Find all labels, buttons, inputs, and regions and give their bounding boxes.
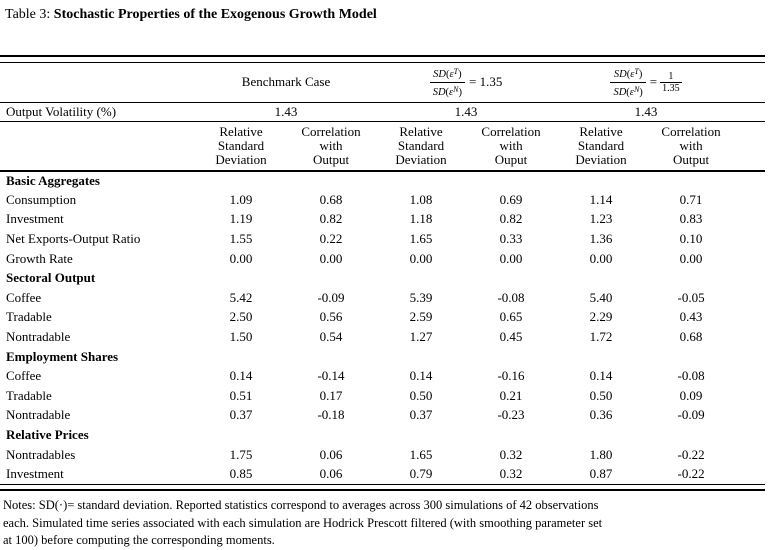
value-cell: 0.45 xyxy=(499,329,523,345)
column-header-line: Deviation xyxy=(215,151,267,167)
row-label: Tradable xyxy=(6,309,52,325)
spacer-cell xyxy=(736,464,765,484)
value-cell: 0.50 xyxy=(589,387,613,403)
column-header-line: Correlation xyxy=(481,123,541,139)
value-cell: 0.68 xyxy=(319,191,343,207)
column-header-line: Output xyxy=(672,151,710,167)
spacer-cell xyxy=(736,308,765,328)
spacer-cell xyxy=(736,63,765,102)
column-header-4 xyxy=(556,121,646,171)
value-cell: -0.08 xyxy=(677,368,705,384)
notes-line: each. Simulated time series associated with each simulation are Hodrick Prescott filtered (with smoothing parameter set xyxy=(3,515,603,530)
superscript-T: T xyxy=(634,66,639,76)
column-header-line: Output xyxy=(312,151,350,167)
small-fraction-denominator: 1.35 xyxy=(662,82,680,94)
value-cell: -0.09 xyxy=(317,289,345,305)
value-cell: 0.00 xyxy=(499,250,523,266)
table-row xyxy=(0,406,765,426)
spacer-cell xyxy=(736,121,765,171)
sd-ratio-inverse-header xyxy=(556,63,736,102)
fraction-numerator xyxy=(430,66,465,83)
table-row xyxy=(0,445,765,465)
stochastic-properties-table xyxy=(0,63,765,484)
spacer-cell xyxy=(736,288,765,308)
value-cell: 1.43 xyxy=(556,102,736,121)
value-cell: -0.16 xyxy=(497,368,525,384)
value-cell: 1.23 xyxy=(589,211,613,227)
value-cell: 2.50 xyxy=(229,309,253,325)
value-cell: 1.55 xyxy=(229,231,253,247)
table-row xyxy=(0,288,765,308)
value-cell: 1.27 xyxy=(409,329,433,345)
value-cell: 5.42 xyxy=(229,289,253,305)
column-header-line: Ouput xyxy=(494,151,528,167)
spacer-cell xyxy=(736,366,765,386)
value-cell: 0.06 xyxy=(319,466,343,482)
value-cell: 0.43 xyxy=(679,309,703,325)
lparen: ( xyxy=(626,86,630,98)
column-header-line: Standard xyxy=(397,137,445,153)
value-cell: 1.65 xyxy=(409,231,433,247)
row-label: Tradable xyxy=(6,387,52,403)
spacer-cell xyxy=(736,210,765,230)
column-header-line: with xyxy=(499,137,523,153)
column-header-line: Standard xyxy=(217,137,265,153)
column-header-line: Relative xyxy=(579,123,623,139)
column-header-line: Relative xyxy=(219,123,263,139)
value-cell: 1.75 xyxy=(229,446,253,462)
value-cell: 0.65 xyxy=(499,309,523,325)
row-label: Nontradable xyxy=(6,407,71,423)
spacer-cell xyxy=(736,249,765,269)
value-cell: 0.00 xyxy=(319,250,343,266)
column-header-5 xyxy=(646,121,736,171)
column-header-2 xyxy=(376,121,466,171)
table-body xyxy=(0,171,765,485)
epsilon-symbol: ε xyxy=(449,68,454,80)
sd-symbol: SD xyxy=(432,86,446,98)
value-cell: 0.14 xyxy=(589,368,613,384)
value-cell: 0.87 xyxy=(589,466,613,482)
value-cell: 0.00 xyxy=(229,250,253,266)
equals-sign: = xyxy=(649,74,658,90)
column-header-line: Deviation xyxy=(575,151,627,167)
notes-line: at 100) before computing the corresponding moments. xyxy=(3,533,275,547)
table-row xyxy=(0,327,765,347)
value-cell: 0.00 xyxy=(409,250,433,266)
row-label: Nontradables xyxy=(6,446,76,462)
lparen: ( xyxy=(445,68,450,80)
section-title: Employment Shares xyxy=(6,348,119,364)
value-cell: 1.36 xyxy=(589,231,613,247)
value-cell: 0.00 xyxy=(679,250,703,266)
epsilon-symbol: ε xyxy=(630,68,635,80)
column-header-line: Standard xyxy=(577,137,625,153)
row-label: Growth Rate xyxy=(6,250,73,266)
empty-corner-cell xyxy=(0,63,196,102)
column-header-line: Correlation xyxy=(661,123,721,139)
table-row xyxy=(0,249,765,269)
fraction-denominator xyxy=(430,83,465,99)
superscript-T: T xyxy=(453,66,459,76)
sd-ratio-fraction xyxy=(610,66,645,99)
fraction-denominator xyxy=(610,83,645,99)
epsilon-symbol: ε xyxy=(629,86,634,98)
table-row xyxy=(0,210,765,230)
value-cell: 5.39 xyxy=(409,289,433,305)
value-cell: 0.68 xyxy=(679,329,703,345)
superscript-N: N xyxy=(453,84,459,94)
column-header-line: Deviation xyxy=(395,151,447,167)
spacer-cell xyxy=(736,102,765,121)
value-cell: 1.08 xyxy=(409,191,433,207)
section-header-row xyxy=(0,268,765,288)
fraction-numerator xyxy=(610,66,645,83)
rparen: ) xyxy=(639,86,643,98)
equals-value: = 1.35 xyxy=(469,74,503,90)
value-cell: 1.18 xyxy=(409,211,433,227)
value-cell: 0.14 xyxy=(229,368,253,384)
value-cell: -0.22 xyxy=(677,466,705,482)
value-cell: 0.36 xyxy=(589,407,613,423)
spacer-cell xyxy=(736,229,765,249)
empty-cell xyxy=(0,121,196,171)
value-cell: -0.14 xyxy=(317,368,345,384)
value-cell: 1.14 xyxy=(589,191,613,207)
table-caption-title: Stochastic Properties of the Exogenous Growth Model xyxy=(53,7,377,22)
section-header-row xyxy=(0,347,765,367)
value-cell: 2.29 xyxy=(589,309,613,325)
row-label: Output Volatility (%) xyxy=(0,102,196,121)
benchmark-case-header: Benchmark Case xyxy=(196,63,376,102)
section-header-row xyxy=(0,425,765,445)
value-cell: 0.82 xyxy=(319,211,343,227)
value-cell: 0.32 xyxy=(499,446,523,462)
value-cell: 0.37 xyxy=(229,407,253,423)
value-cell: 1.19 xyxy=(229,211,253,227)
value-cell: 1.09 xyxy=(229,191,253,207)
value-cell: 1.43 xyxy=(376,102,556,121)
value-cell: 1.50 xyxy=(229,329,253,345)
sd-symbol: SD xyxy=(613,86,627,98)
one-over-135-fraction xyxy=(660,71,682,94)
column-header-1 xyxy=(286,121,376,171)
column-header-line: Relative xyxy=(399,123,443,139)
lparen: ( xyxy=(626,68,631,80)
value-cell: -0.09 xyxy=(677,407,705,423)
value-cell: 0.85 xyxy=(229,466,253,482)
table-bottom-rule xyxy=(0,484,765,491)
value-cell: 5.40 xyxy=(589,289,613,305)
output-volatility-row xyxy=(0,102,765,121)
value-cell: 0.69 xyxy=(499,191,523,207)
value-cell: 1.72 xyxy=(589,329,613,345)
value-cell: 0.37 xyxy=(409,407,433,423)
epsilon-symbol: ε xyxy=(449,86,454,98)
value-cell: 0.14 xyxy=(409,368,433,384)
table-row xyxy=(0,366,765,386)
superscript-N: N xyxy=(633,84,640,94)
value-cell: -0.23 xyxy=(497,407,525,423)
column-header-line: with xyxy=(679,137,703,153)
table-caption xyxy=(5,7,773,23)
value-cell: 0.00 xyxy=(589,250,613,266)
value-cell: 0.50 xyxy=(409,387,433,403)
rparen: ) xyxy=(458,86,463,98)
notes-line: Notes: SD(·)= standard deviation. Reported statistics correspond to averages across 300 simulations of 42 observations xyxy=(3,498,599,512)
sd-ratio-fraction xyxy=(430,66,465,99)
value-cell: 0.51 xyxy=(229,387,253,403)
table-row xyxy=(0,229,765,249)
value-cell: -0.22 xyxy=(677,446,705,462)
rparen: ) xyxy=(458,68,462,80)
value-cell: 0.79 xyxy=(409,466,433,482)
table-caption-prefix: Table 3: xyxy=(5,7,54,22)
value-cell: -0.18 xyxy=(317,407,345,423)
table-wrap xyxy=(0,55,765,491)
column-header-0 xyxy=(196,121,286,171)
value-cell: -0.08 xyxy=(497,289,525,305)
row-label: Coffee xyxy=(6,368,42,384)
table-row xyxy=(0,308,765,328)
value-cell: 0.56 xyxy=(319,309,343,325)
value-cell: 0.09 xyxy=(679,387,703,403)
value-cell: -0.05 xyxy=(677,289,705,305)
value-cell: 0.71 xyxy=(679,191,703,207)
page xyxy=(0,7,773,547)
row-label: Net Exports-Output Ratio xyxy=(6,231,141,247)
section-title: Relative Prices xyxy=(6,427,89,443)
sd-symbol: SD xyxy=(433,68,446,80)
rparen: ) xyxy=(638,68,643,80)
table-row xyxy=(0,386,765,406)
row-label: Investment xyxy=(6,211,64,227)
value-cell: 2.59 xyxy=(409,309,433,325)
value-cell: 0.21 xyxy=(499,387,523,403)
value-cell: 0.17 xyxy=(319,387,343,403)
row-label: Coffee xyxy=(6,289,42,305)
section-header-row xyxy=(0,171,765,191)
table-notes xyxy=(3,497,773,550)
row-label: Consumption xyxy=(6,191,77,207)
value-cell: 1.65 xyxy=(409,446,433,462)
section-title: Sectoral Output xyxy=(6,270,96,286)
sd-ratio-135-header xyxy=(376,63,556,102)
table-row xyxy=(0,464,765,484)
value-cell: 0.06 xyxy=(319,446,343,462)
group-header-row xyxy=(0,63,765,102)
table-top-rule xyxy=(0,55,765,63)
row-label: Nontradable xyxy=(6,329,71,345)
value-cell: 0.83 xyxy=(679,211,703,227)
spacer-cell xyxy=(736,386,765,406)
spacer-cell xyxy=(736,406,765,426)
lparen: ( xyxy=(445,86,450,98)
section-title: Basic Aggregates xyxy=(6,172,100,188)
value-cell: 1.80 xyxy=(589,446,613,462)
column-header-3 xyxy=(466,121,556,171)
column-header-row xyxy=(0,121,765,171)
small-fraction-numerator: 1 xyxy=(660,71,682,83)
row-label: Investment xyxy=(6,466,64,482)
column-header-line: with xyxy=(319,137,343,153)
column-header-line: Correlation xyxy=(301,123,361,139)
value-cell: 0.10 xyxy=(679,231,703,247)
value-cell: 0.33 xyxy=(499,231,523,247)
value-cell: 1.43 xyxy=(196,102,376,121)
value-cell: 0.22 xyxy=(319,231,343,247)
value-cell: 0.82 xyxy=(499,211,523,227)
table-row xyxy=(0,190,765,210)
spacer-cell xyxy=(736,327,765,347)
value-cell: 0.32 xyxy=(499,466,523,482)
spacer-cell xyxy=(736,190,765,210)
value-cell: 0.54 xyxy=(319,329,343,345)
sd-symbol: SD xyxy=(613,68,627,80)
spacer-cell xyxy=(736,445,765,465)
